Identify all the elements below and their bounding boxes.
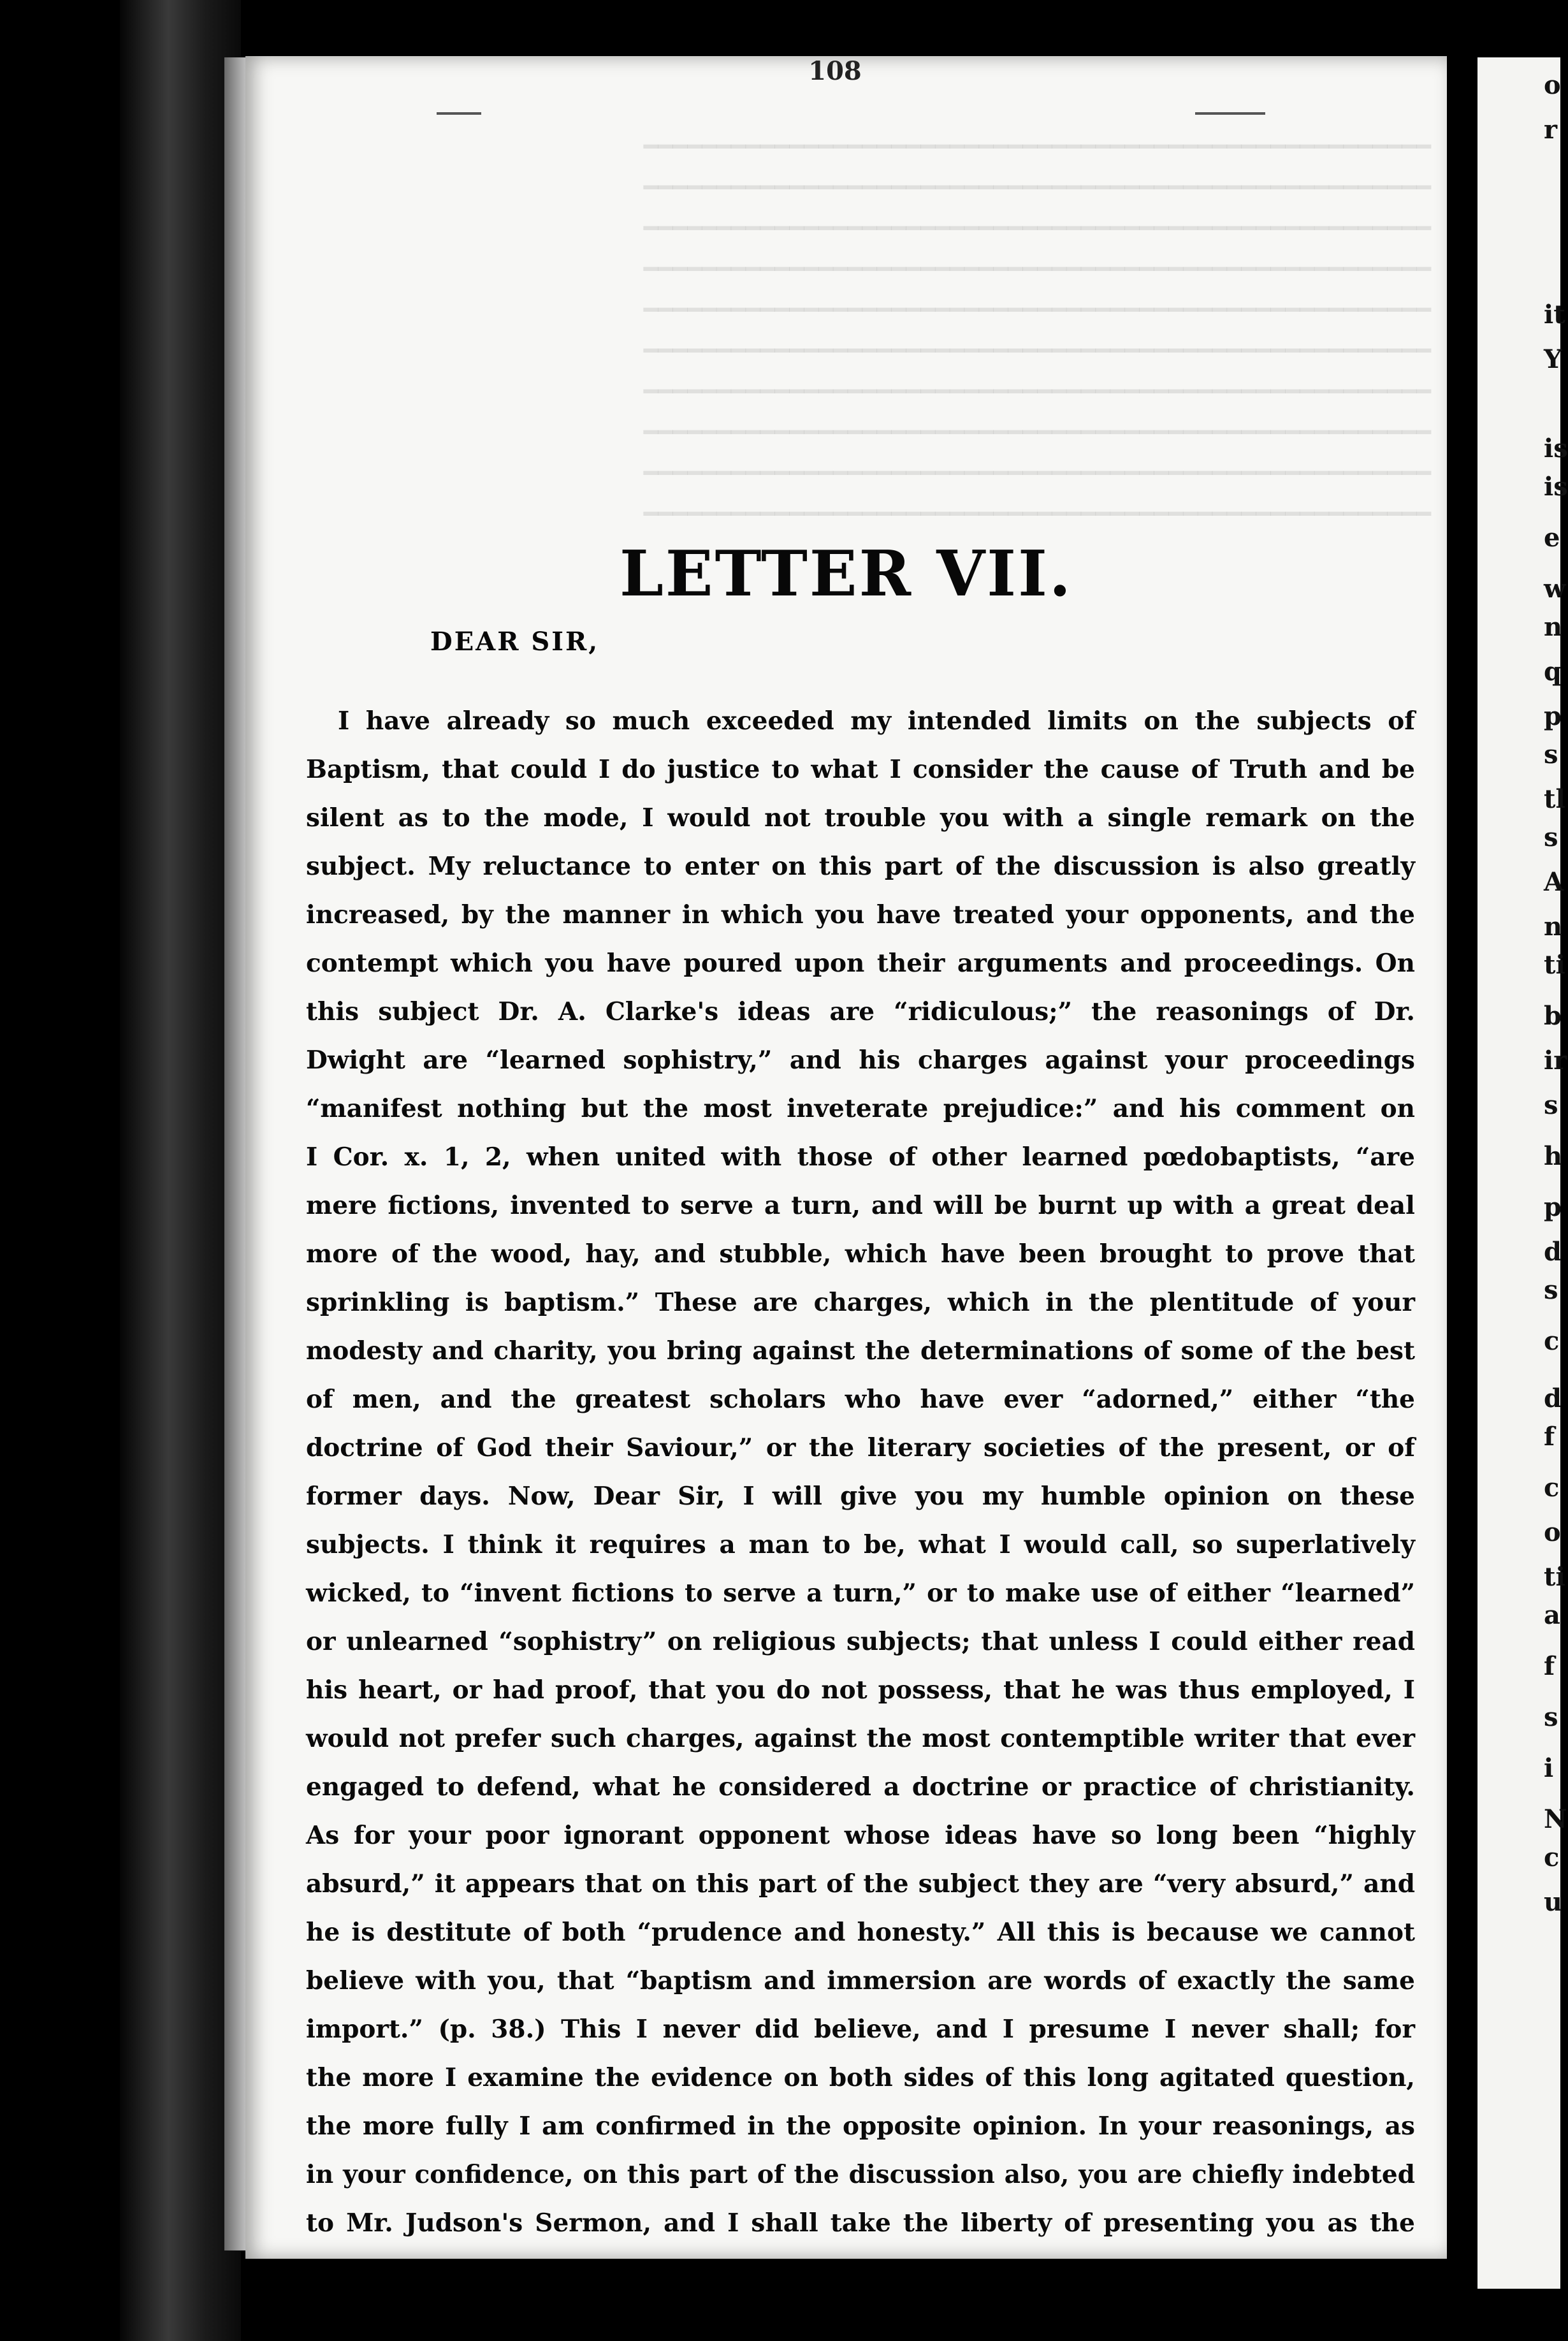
facing-page-fragment: n bbox=[1544, 612, 1563, 642]
text-line: the more fully I am confirmed in the opposite opinion. In your reasonings, as bbox=[306, 2111, 1415, 2141]
facing-page-fragment: f bbox=[1544, 1422, 1555, 1452]
facing-page-fragment: w bbox=[1544, 574, 1566, 604]
bleed-through-text: ━━━━━━━━━━━━━━━━━━━━━━━━━━━━━━━━━━━━━━━━━━━━━━━━━━━━━━ ━━━━━━━━━━━━━━━━━━━━━━━━━━━━━━━━━━━━━━━━━━━━━━━━━━━━━━ ━━━━━━━━━━━━━━━━━━━━━━━━━━━━━━━━━━━━━━━━━━━━━━━━━━━━━━ ━━━━━━━━━━━━━━━━━━━━━━━━━━━━━━━━━━━━━━━━━━━━━━━━━━━━━━ ━━━━━━━━━━━━━━━━━━━━━━━━━━━━━━━━━━━━━━━━━━━━━━━━━━━━━━ ━━━━━━━━━━━━━━━━━━━━━━━━━━━━━━━━━━━━━━━━━━━━━━━━━━━━━━ ━━━━━━━━━━━━━━━━━━━━━━━━━━━━━━━━━━━━━━━━━━━━━━━━━━━━━━ ━━━━━━━━━━━━━━━━━━━━━━━━━━━━━━━━━━━━━━━━━━━━━━━━━━━━━━ ━━━━━━━━━━━━━━━━━━━━━━━━━━━━━━━━━━━━━━━━━━━━━━━━━━━━━━ ━━━━━━━━━━━━━━━━━━━━━━━━━━━━━━━━━━━━━━━━━━━━━━━━━━━━━━ bbox=[643, 133, 1431, 528]
facing-page-fragment: e bbox=[1544, 523, 1560, 553]
facing-page-fragment: ir bbox=[1544, 1046, 1567, 1076]
text-line: his heart, or had proof, that you do not possess, that he was thus employed, I bbox=[306, 1675, 1415, 1705]
text-line: believe with you, that “baptism and immersion are words of exactly the same bbox=[306, 1966, 1415, 1995]
text-line: in your confidence, on this part of the discussion also, you are chiefly indebted bbox=[306, 2160, 1415, 2189]
facing-page-fragment: is bbox=[1544, 472, 1568, 502]
facing-page-fragment: s bbox=[1544, 740, 1558, 769]
facing-page-fragment: N bbox=[1544, 1804, 1567, 1834]
facing-page-fragment: d bbox=[1544, 1383, 1562, 1413]
book-page bbox=[245, 56, 1447, 2259]
facing-page-fragment: s bbox=[1544, 1702, 1558, 1732]
text-line: subject. My reluctance to enter on this part of the discussion is also greatly bbox=[306, 852, 1415, 881]
text-line: sprinkling is baptism.” These are charges, which in the plentitude of your bbox=[306, 1288, 1415, 1317]
facing-page-fragment: s bbox=[1544, 1090, 1558, 1120]
text-line: modesty and charity, you bring against the determinations of some of the best bbox=[306, 1336, 1415, 1366]
text-line: absurd,” it appears that on this part of the subject they are “very absurd,” and bbox=[306, 1869, 1415, 1899]
facing-page-fragment: r bbox=[1544, 115, 1558, 145]
text-line: Dwight are “learned sophistry,” and his charges against your proceedings bbox=[306, 1046, 1415, 1075]
facing-page-fragment: c bbox=[1544, 1326, 1560, 1356]
facing-page-fragment: o bbox=[1544, 1517, 1561, 1547]
text-line: increased, by the manner in which you have treated your opponents, and the bbox=[306, 900, 1415, 930]
facing-page-fragment: it bbox=[1544, 300, 1565, 330]
facing-page-fragment: o bbox=[1544, 70, 1561, 100]
salutation: DEAR SIR, bbox=[430, 627, 600, 657]
facing-page-fragment: s bbox=[1544, 822, 1558, 852]
text-line: the more I examine the evidence on both sides of this long agitated question, bbox=[306, 2063, 1415, 2092]
facing-page-fragment: A bbox=[1544, 867, 1564, 897]
text-line: more of the wood, hay, and stubble, which have been brought to prove that bbox=[306, 1239, 1415, 1269]
facing-page-fragment: p bbox=[1544, 701, 1562, 731]
facing-page-fragment: h bbox=[1544, 1141, 1563, 1171]
facing-page-fragment: q bbox=[1544, 657, 1562, 687]
facing-page-fragment: ti bbox=[1544, 1562, 1565, 1592]
text-line: “manifest nothing but the most inveterate prejudice:” and his comment on bbox=[306, 1094, 1415, 1123]
text-line: silent as to the mode, I would not trouble you with a single remark on the bbox=[306, 803, 1415, 833]
text-line: contempt which you have poured upon their arguments and proceedings. On bbox=[306, 949, 1415, 978]
facing-page-fragment: u bbox=[1544, 1887, 1563, 1917]
letter-heading: LETTER VII. bbox=[619, 537, 1073, 611]
facing-page-fragment: d bbox=[1544, 1237, 1562, 1267]
facing-page-fragment: a bbox=[1544, 1600, 1560, 1630]
text-line: I have already so much exceeded my intended limits on the subjects of bbox=[338, 706, 1415, 736]
page-number: 108 bbox=[808, 56, 862, 86]
facing-page-fragment: is bbox=[1544, 434, 1568, 463]
text-line: As for your poor ignorant opponent whose ideas have so long been “highly bbox=[306, 1821, 1415, 1850]
text-line: engaged to defend, what he considered a doctrine or practice of christianity. bbox=[306, 1772, 1415, 1802]
text-line: doctrine of God their Saviour,” or the literary societies of the present, or of bbox=[306, 1433, 1415, 1462]
text-line: former days. Now, Dear Sir, I will give you my humble opinion on these bbox=[306, 1482, 1415, 1511]
facing-page-fragment: c bbox=[1544, 1473, 1560, 1503]
text-line: this subject Dr. A. Clarke's ideas are “ridiculous;” the reasonings of Dr. bbox=[306, 997, 1415, 1026]
printer-mark bbox=[437, 112, 481, 115]
text-line: import.” (p. 38.) This I never did believe, and I presume I never shall; for bbox=[306, 2015, 1415, 2044]
facing-page-fragment: b bbox=[1544, 1001, 1562, 1031]
facing-page-edge bbox=[1477, 57, 1568, 2289]
book-binding bbox=[120, 0, 241, 2341]
text-line: wicked, to “invent fictions to serve a turn,” or to make use of either “learned” bbox=[306, 1579, 1415, 1608]
printer-mark bbox=[1195, 112, 1265, 115]
text-line: to Mr. Judson's Sermon, and I shall take the liberty of presenting you as the bbox=[306, 2208, 1415, 2238]
text-line: subjects. I think it requires a man to be, what I would call, so superlatively bbox=[306, 1530, 1415, 1559]
facing-page-fragment: s bbox=[1544, 1275, 1558, 1305]
facing-page-fragment: ti bbox=[1544, 950, 1565, 980]
facing-page-fragment: f bbox=[1544, 1651, 1555, 1681]
facing-page-fragment: n bbox=[1544, 912, 1563, 942]
text-line: Baptism, that could I do justice to what I consider the cause of Truth and be bbox=[306, 755, 1415, 784]
letter-body bbox=[306, 697, 1415, 2247]
facing-page-fragment: c bbox=[1544, 1842, 1560, 1872]
text-line: mere fictions, invented to serve a turn, and will be burnt up with a great deal bbox=[306, 1191, 1415, 1220]
text-line: or unlearned “sophistry” on religious subjects; that unless I could either read bbox=[306, 1627, 1415, 1656]
facing-page-fragment: i bbox=[1544, 1753, 1554, 1783]
text-line: of men, and the greatest scholars who have ever “adorned,” either “the bbox=[306, 1385, 1415, 1414]
facing-page-fragment: Y bbox=[1544, 344, 1562, 374]
text-line: he is destitute of both “prudence and honesty.” All this is because we cannot bbox=[306, 1918, 1415, 1947]
facing-page-fragment: p bbox=[1544, 1192, 1562, 1222]
text-line: would not prefer such charges, against the most contemptible writer that ever bbox=[306, 1724, 1415, 1753]
text-line: I Cor. x. 1, 2, when united with those of other learned pœdobaptists, “are bbox=[306, 1142, 1415, 1172]
facing-page-fragment: tl bbox=[1544, 784, 1565, 814]
